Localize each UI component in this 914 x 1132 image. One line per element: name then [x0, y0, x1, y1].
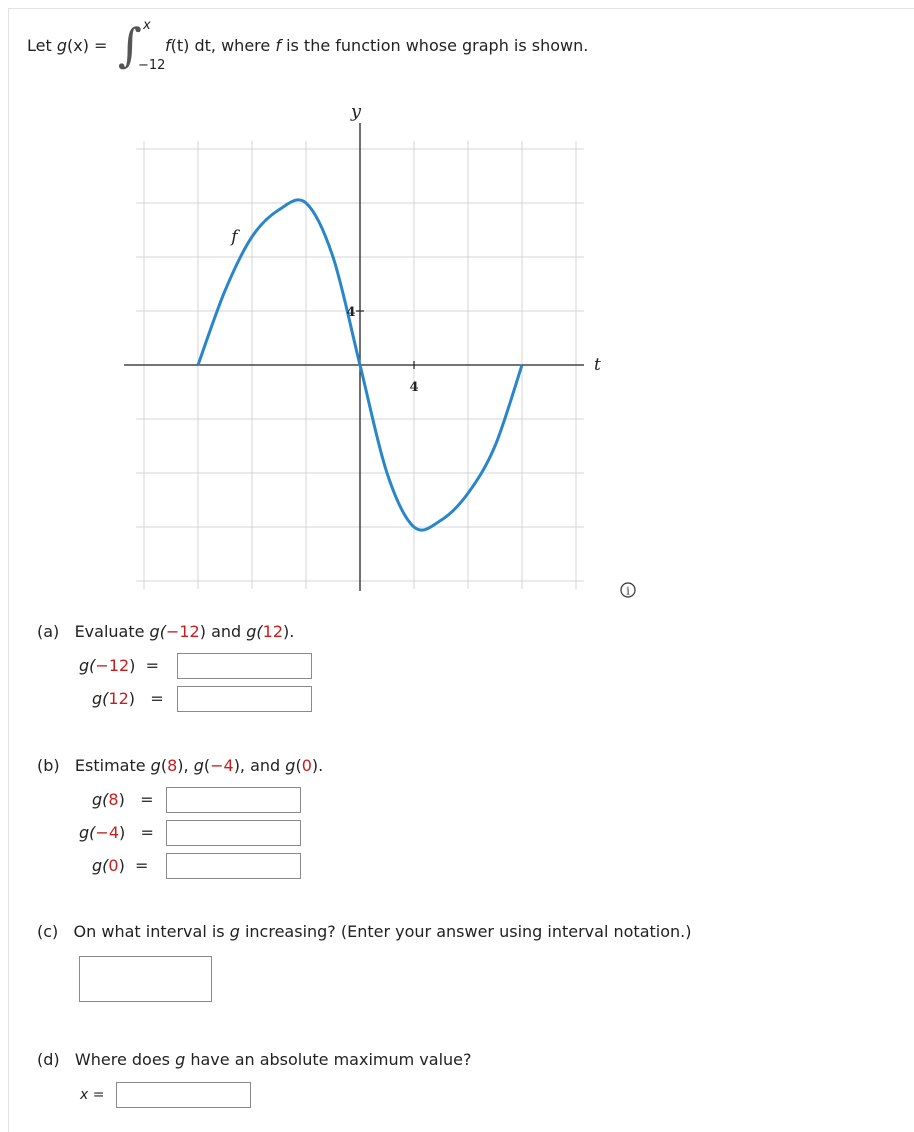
- part-c-question: [37, 922, 691, 941]
- t-tick-label-4: 4: [409, 380, 419, 395]
- g-close: ): [118, 856, 125, 875]
- equals-sign: =: [92, 1087, 105, 1103]
- part-c-letter: (c): [37, 922, 59, 941]
- part-d-text1: Where does: [74, 1050, 170, 1069]
- part-a-g1-close: ): [199, 622, 206, 641]
- g-close: ): [129, 656, 136, 675]
- answer-abs-max-x[interactable]: [116, 1082, 251, 1108]
- answer-g-12[interactable]: [177, 686, 312, 712]
- part-b-row-2-label: [79, 823, 154, 842]
- answer-interval-input[interactable]: [80, 957, 211, 1001]
- answer-g-neg4[interactable]: [166, 820, 301, 846]
- y-axis-label: y: [350, 105, 362, 122]
- part-b-g1: g: [150, 756, 161, 775]
- intro-equals: =: [94, 36, 108, 55]
- part-a-g1: g(: [149, 622, 166, 641]
- part-c-text1: On what interval is: [73, 922, 225, 941]
- g-close: ): [119, 823, 126, 842]
- y-tick-label-4: 4: [346, 305, 356, 320]
- arg: 12: [108, 689, 129, 708]
- intro-f-word: f: [275, 36, 281, 55]
- part-a-row-2-label: [92, 689, 164, 708]
- answer-g-8-input[interactable]: [167, 788, 300, 812]
- equals-sign: =: [150, 689, 164, 708]
- part-a-v2: 12: [262, 622, 284, 641]
- part-b-question: (b) Estimate g(8), g(−4), and g(0).: [37, 756, 324, 775]
- graph-axes: [124, 123, 584, 591]
- answer-abs-max-x-input[interactable]: [117, 1083, 250, 1107]
- integral-upper-limit: x: [143, 18, 151, 33]
- g-open: g(: [92, 790, 109, 809]
- graph-ticks: [356, 311, 414, 369]
- part-b-a3: 0: [301, 756, 312, 775]
- info-icon[interactable]: [620, 582, 636, 598]
- part-b-g3: g: [285, 756, 296, 775]
- part-b-letter: (b): [37, 756, 60, 775]
- integrand-f: f: [165, 36, 171, 55]
- answer-interval[interactable]: [79, 956, 212, 1002]
- answer-g-neg4-input[interactable]: [167, 821, 300, 845]
- g-open: g(: [92, 856, 109, 875]
- part-d-g: g: [175, 1050, 186, 1069]
- intro-rest: [165, 36, 588, 55]
- part-b-a2: −4: [210, 756, 234, 775]
- g-close: ): [118, 790, 125, 809]
- intro-rest-text: is the function whose graph is shown.: [286, 36, 589, 55]
- answer-g-8[interactable]: [166, 787, 301, 813]
- g-open: g(: [79, 656, 96, 675]
- equals-sign: =: [135, 856, 149, 875]
- part-c-g: g: [229, 922, 240, 941]
- intro-g: g: [56, 36, 67, 55]
- part-d-letter: (d): [37, 1050, 60, 1069]
- arg: −12: [95, 656, 130, 675]
- t-axis-label: t: [594, 355, 601, 375]
- part-b-a1: 8: [167, 756, 178, 775]
- answer-g-neg12-input[interactable]: [178, 654, 311, 678]
- part-a-row-1-label: [79, 656, 159, 675]
- g-close: ): [128, 689, 136, 708]
- integrand-t: (t) dt,: [170, 36, 216, 55]
- part-a-g2-close: ).: [283, 622, 295, 641]
- part-d-x-label: [80, 1087, 104, 1103]
- part-a-prefix: Evaluate: [74, 622, 145, 641]
- g-open: g(: [92, 689, 109, 708]
- intro-line: [27, 36, 107, 55]
- equals-sign: =: [140, 823, 154, 842]
- arg: 0: [108, 856, 119, 875]
- answer-g-0[interactable]: [166, 853, 301, 879]
- part-a-g2: g(: [246, 622, 263, 641]
- integral-lower-limit: −12: [138, 58, 166, 73]
- part-a-question: [37, 622, 294, 641]
- arg: 8: [108, 790, 119, 809]
- g-open: g(: [79, 823, 96, 842]
- intro-gvar: (x): [67, 36, 89, 55]
- equals-sign: =: [140, 790, 154, 809]
- equals-sign: =: [145, 656, 159, 675]
- part-c-text2: increasing? (Enter your answer using interval notation.): [244, 922, 692, 941]
- part-d-question: [37, 1050, 472, 1069]
- answer-g-0-input[interactable]: [167, 854, 300, 878]
- part-b-prefix: Estimate: [74, 756, 146, 775]
- answer-g-12-input[interactable]: [178, 687, 311, 711]
- svg-text:i: i: [626, 584, 630, 598]
- part-b-g2: g: [193, 756, 204, 775]
- x-var: x: [80, 1087, 89, 1103]
- integral-sign: ∫: [118, 18, 142, 72]
- part-a-and: and: [211, 622, 242, 641]
- part-a-letter: (a): [37, 622, 60, 641]
- part-b-row-1-label: [92, 790, 154, 809]
- arg: −4: [95, 823, 119, 842]
- intro-where: where: [221, 36, 271, 55]
- part-b-row-3-label: [92, 856, 148, 875]
- function-graph: [120, 105, 640, 605]
- intro-prefix: Let: [27, 36, 52, 55]
- part-d-text2: have an absolute maximum value?: [190, 1050, 472, 1069]
- answer-g-neg12[interactable]: [177, 653, 312, 679]
- curve-label-f: f: [231, 227, 238, 248]
- part-a-v1: −12: [165, 622, 200, 641]
